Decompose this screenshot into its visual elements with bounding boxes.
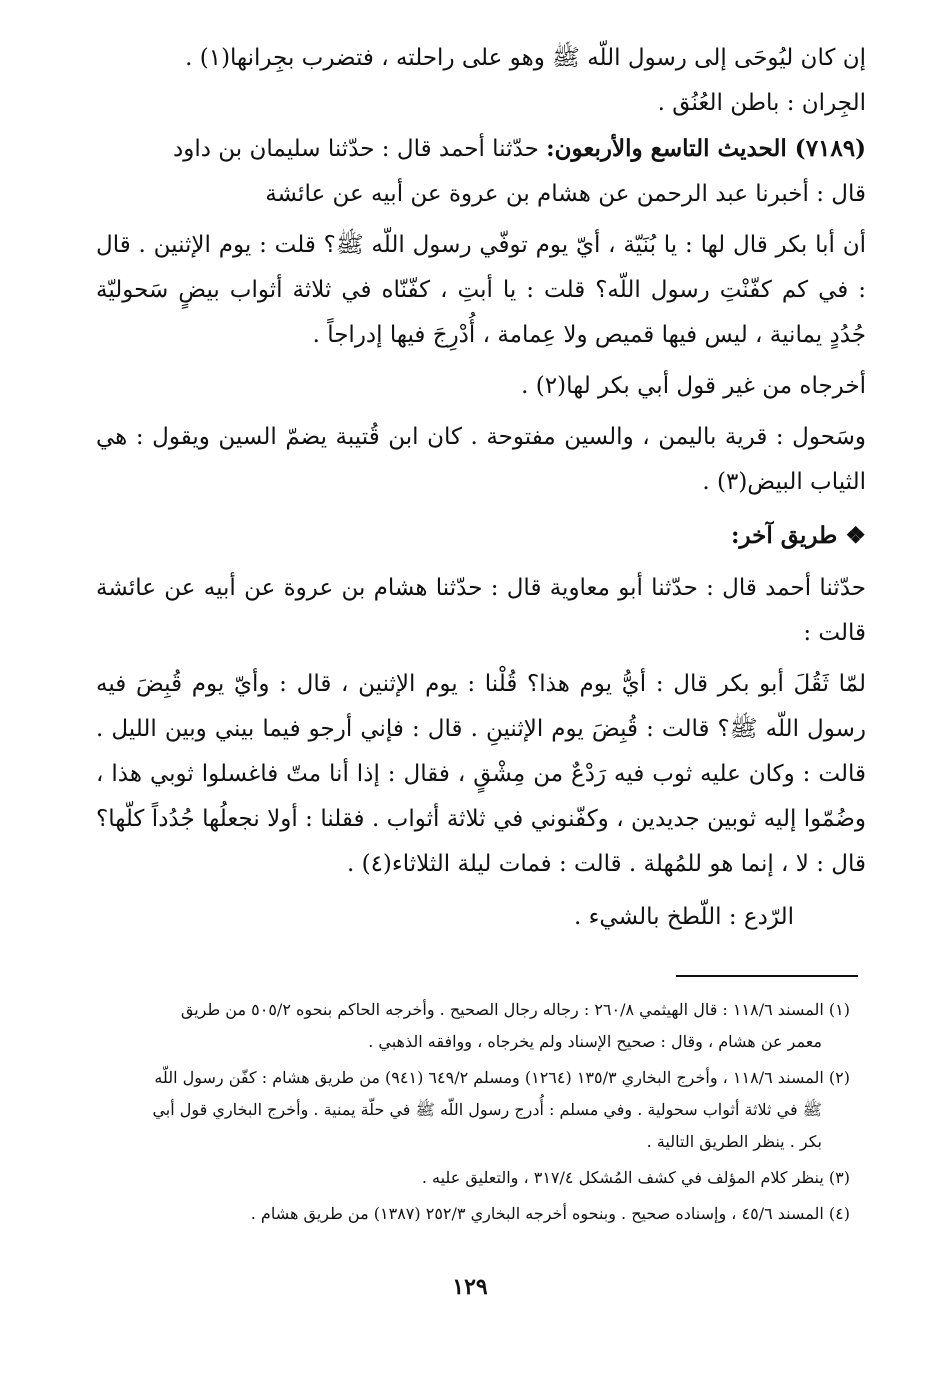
gloss-line: الرّدع : اللّطخ بالشيء . (573, 904, 794, 930)
main-text (96, 36, 866, 941)
footnote-1-line-1: (١) المسند ١١٨/٦ : قال الهيثمي ٢٦٠/٨ : رجاله رجال الصحيح . وأخرجه الحاكم بنحوه ٥٠٥/٢ من طريق (180, 1000, 850, 1019)
paragraph-4: حدّثنا أحمد قال : حدّثنا أبو معاوية قال : حدّثنا هشام بن عروة عن أبيه عن عائشة قالت : (96, 575, 866, 646)
footnote-separator (676, 975, 858, 977)
hadith-intro (96, 126, 866, 172)
footnote-1-continued: معمر عن هشام ، وقال : صحيح الإسناد ولم يخرجاه ، ووافقه الذهبي . (368, 1032, 822, 1051)
hadith-chain-part-2: قال : أخبرنا عبد الرحمن عن هشام بن عروة عن أبيه عن عائشة (265, 181, 866, 207)
paragraph-3: وسَحول : قرية باليمن ، والسين مفتوحة . كان ابن قُتيبة يضمّ السين ويقول : هي الثياب البيض(٣) . (96, 424, 866, 495)
footnote-3: (٣) ينظر كلام المؤلف في كشف المُشكل ٣١٧/٤ ، والتعليق عليه . (421, 1168, 850, 1187)
paragraph-1: أن أبا بكر قال لها : يا بُنَيّة ، أيّ يوم توفّي رسول اللّه ﷺ؟ قلت : يوم الإثنين . قال : في كم كفّنْتِ رسول اللّه؟ قلت : يا أبتِ ، كفّنّاه في ثلاثة أثواب بيضٍ سَحوليّة جُدُدٍ يمانية ، ليس فيها قميص ولا عِمامة ، أُدْرِجَ فيها إدراجاً . (96, 232, 866, 348)
footnote-2-continued-2: بكر . ينظر الطريق التالية . (646, 1132, 822, 1151)
text-line-1: إن كان ليُوحَى إلى رسول اللّه ﷺ وهو على راحلته ، فتضرب بجِرانها(١) . (185, 45, 866, 71)
hadith-heading: (٧١٨٩) الحديث التاسع والأربعون: (546, 135, 866, 162)
page-number: ١٢٩ (452, 1274, 488, 1300)
footnote-2-continued-1: ﷺ في ثلاثة أثواب سحولية . وفي مسلم : أُدرج رسول اللّه ﷺ في حلّة يمنية . وأخرج البخاري قول أبي (152, 1100, 822, 1119)
paragraph-5: لمّا ثَقُلَ أبو بكر قال : أيُّ يوم هذا؟ قُلْنا : يوم الإثنين ، قال : وأيّ يوم قُبِضَ فيه رسول اللّه ﷺ؟ قالت : قُبِضَ يوم الإثنينِ . قال : فإني أرجو فيما بيني وبين الليل . قالت : وكان عليه ثوب فيه رَدْعٌ من مِشْقٍ ، فقال : إذا أنا متّ فاغسلوا ثوبي هذا ، وضُمّوا إليه ثوبين جديدين ، وكفّنوني في ثلاثة أثواب . فقلنا : أولا نجعلُها جُدُداً كلّها؟ قال : لا ، إنما هو للمُهلة . قالت : فمات ليلة الثلاثاء(٤) . (96, 671, 866, 877)
footnotes (100, 994, 850, 1234)
footnote-4: (٤) المسند ٤٥/٦ ، وإسناده صحيح . وبنحوه أخرجه البخاري ٢٥٢/٣ (١٣٨٧) من طريق هشام . (250, 1204, 850, 1223)
footnote-2: (٢) المسند ١١٨/٦ ، وأخرج البخاري ١٣٥/٣ (١٢٦٤) ومسلم ٦٤٩/٢ (٩٤١) من طريق هشام : كفّن رسول اللّه (154, 1068, 850, 1087)
hadith-chain-part-1: حدّثنا أحمد قال : حدّثنا سليمان بن داود (173, 136, 547, 162)
text-line-2: الجِران : باطن العُنُق . (657, 90, 866, 116)
footnote-1 (100, 994, 850, 1026)
section-heading: ❖ طريق آخر: (730, 522, 866, 549)
paragraph-2: أخرجاه من غير قول أبي بكر لها(٢) . (521, 373, 866, 399)
